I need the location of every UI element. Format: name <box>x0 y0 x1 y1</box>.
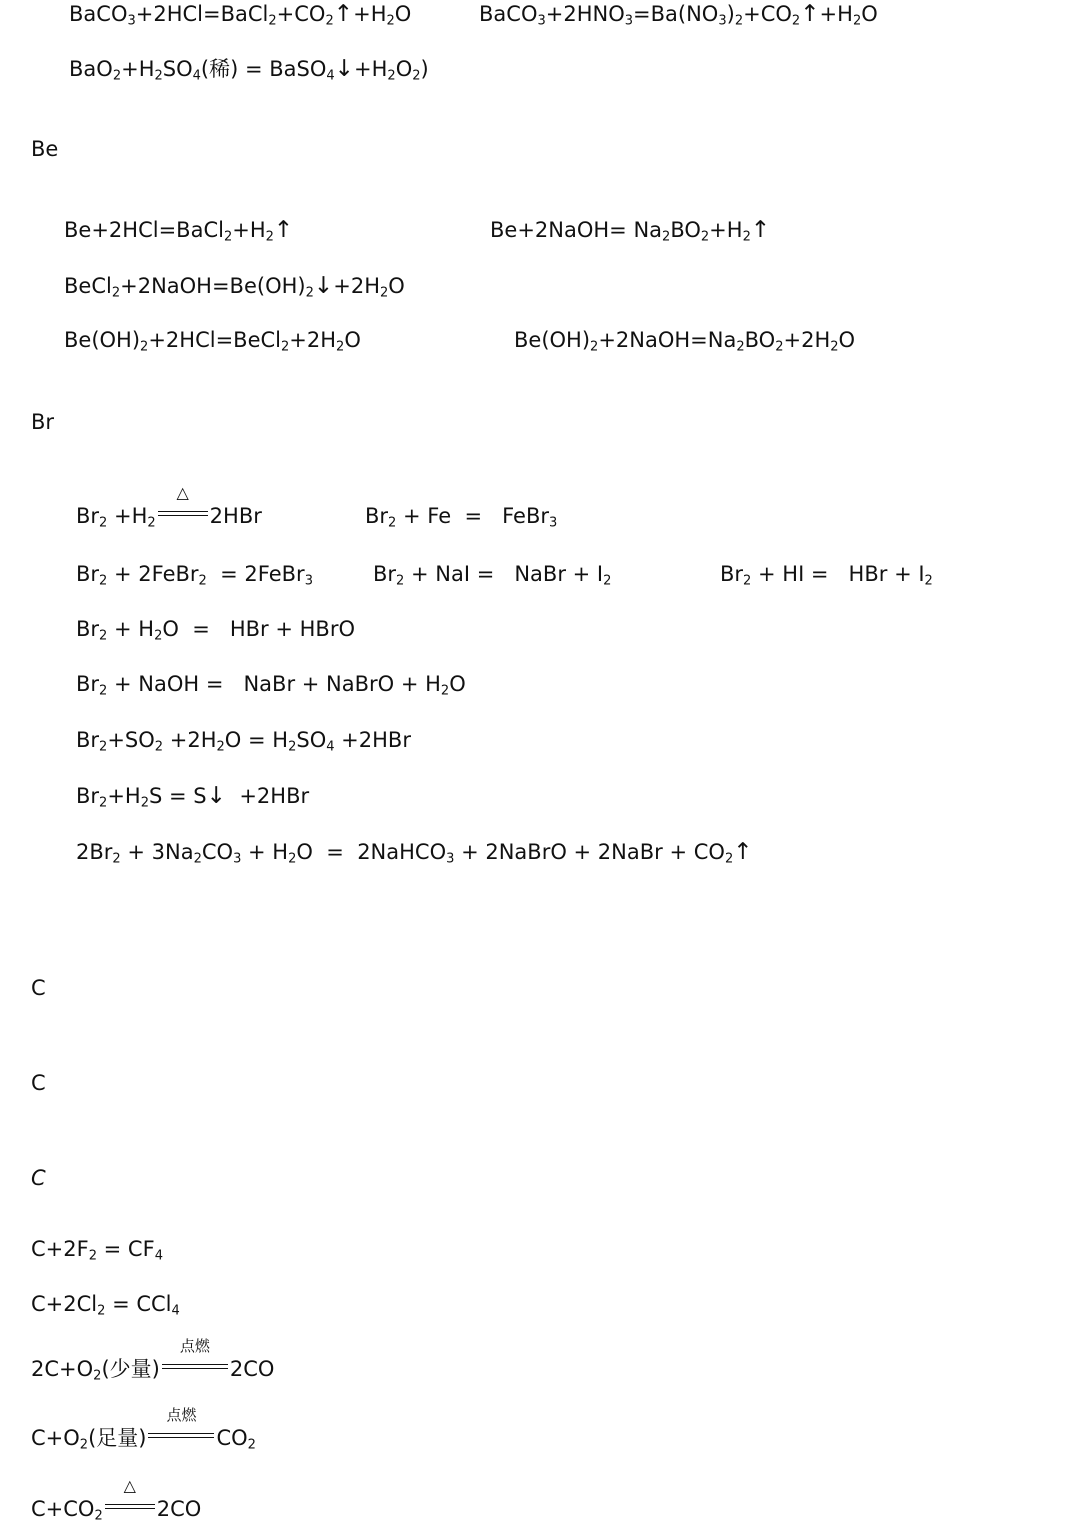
precipitate-arrow-icon: ↓ <box>334 56 355 82</box>
equation-br2-nai: $Br_2$ + NaI = NaBr + $I_2$ <box>373 562 612 589</box>
equation-becl2-naoh: $BeCl_2+2NaOH=Be(OH)_2↓+2H_2O$ <box>64 273 405 301</box>
equation-bao2-h2so4: $BaO_2+H_2SO_4$(稀) = $BaSO_4↓+H_2O_2$) <box>69 56 429 84</box>
equation-be-naoh: Be+2NaOH= $Na_2BO_2+H_2↑$ <box>490 217 771 245</box>
equation-br2-h2o: $Br_2 + H_2O$ = HBr + HBrO <box>76 617 355 644</box>
gas-arrow-icon: ↑ <box>733 839 753 865</box>
ignition-condition: 点燃 <box>148 1428 214 1449</box>
equation-br2-hi: $Br_2$ + HI = HBr + $I_2$ <box>720 562 933 589</box>
gas-arrow-icon: ↑ <box>333 1 354 27</box>
equation-br2-h2: $Br_2 +H_2$ △ 2HBr <box>76 483 262 531</box>
heading-c-3: C <box>31 1166 46 1190</box>
equation-baco3-hno3: $BaCO_3+2HNO_3=Ba(NO_3)_2+CO_2↑+H_2O$ <box>479 1 878 29</box>
equation-c-o2-excess: $C+O_2$(足量) 点燃 $CO_2$ <box>31 1406 256 1453</box>
equation-br2-naoh: $Br_2$ + NaOH = NaBr + NaBrO + $H_2O$ <box>76 672 466 699</box>
heading-c-1: C <box>31 976 46 1000</box>
equation-br2-febr2: $Br_2$ + 2FeBr$_2$ = 2FeBr$_3$ <box>76 562 313 589</box>
heat-triangle-icon: △ <box>123 1476 136 1495</box>
ignition-condition: 点燃 <box>162 1359 228 1380</box>
equation-br2-so2: $Br_2+SO_2 +2H_2O = H_2SO_4 +2HBr$ <box>76 728 411 755</box>
equation-c-f2: $C+2F_2 = CF_4$ <box>31 1237 163 1264</box>
heading-be: Be <box>31 137 59 161</box>
precipitate-arrow-icon: ↓ <box>206 783 226 809</box>
gas-arrow-icon: ↑ <box>750 217 771 243</box>
heating-condition <box>105 1476 155 1520</box>
equation-be-hcl: $Be+2HCl=BaCl_2+H_2↑$ <box>64 217 294 245</box>
heading-br: Br <box>31 410 55 434</box>
equation-baco3-hcl: $BaCO_3+2HCl=BaCl_2+CO_2↑+H_2O$ <box>69 1 412 29</box>
heat-triangle-icon: △ <box>176 483 189 502</box>
precipitate-arrow-icon: ↓ <box>313 273 334 299</box>
gas-arrow-icon: ↑ <box>800 1 820 27</box>
equation-beoh2-naoh: $Be(OH)_2+2NaOH=Na_2BO_2+2H_2O$ <box>514 328 856 355</box>
equation-c-o2-limited: $2C+O_2$(少量) 点燃 2CO <box>31 1337 275 1384</box>
equation-br2-fe: $Br_2 + Fe$ = FeBr$_3$ <box>365 504 558 531</box>
heading-c-2: C <box>31 1071 46 1095</box>
equation-br2-h2s: $Br_2+H_2S$ = S↓ +2HBr <box>76 783 310 811</box>
gas-arrow-icon: ↑ <box>273 217 294 243</box>
equation-beoh2-hcl: $Be(OH)_2+2HCl=BeCl_2+2H_2O$ <box>64 328 361 355</box>
equation-c-co2: $C+CO_2$ △ 2CO <box>31 1476 202 1524</box>
equation-br2-na2co3: $2Br_2 + 3Na_2CO_3 + H_2O$ = 2NaHCO$_3$ + 2NaBrO + 2NaBr + $CO_2↑$ <box>76 839 753 867</box>
heating-condition <box>158 483 208 527</box>
equation-c-cl2: $C+2Cl_2 = CCl_4$ <box>31 1292 180 1319</box>
